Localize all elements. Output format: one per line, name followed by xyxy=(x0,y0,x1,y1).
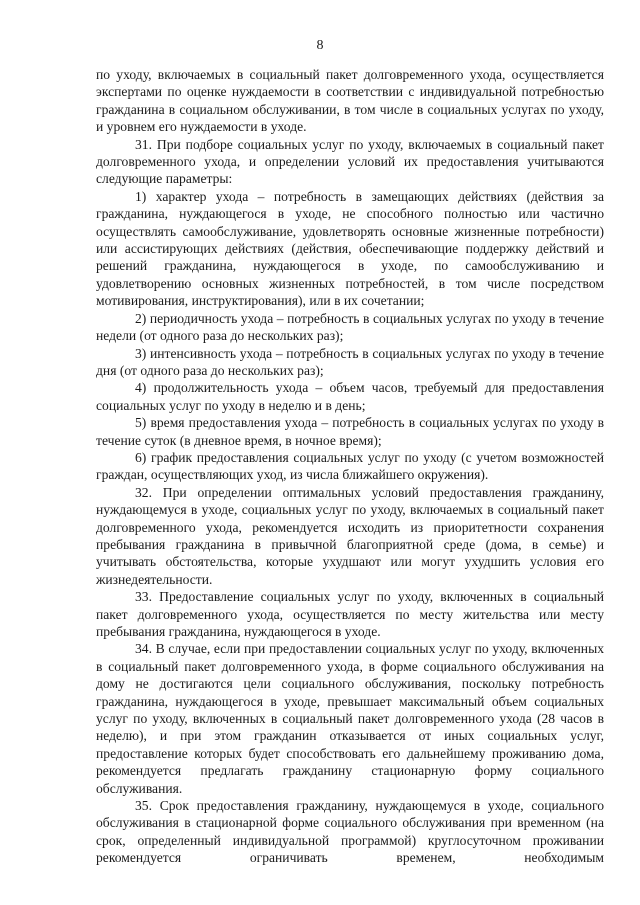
paragraph-continuation: по уходу, включаемых в социальный пакет долговременного ухода, осуществляется экспертами по оценке нуждаемости в соответствии с индивидуальной потребностью гражданина в социальном обслуживании, в том числе в социальных услугах по уходу, и уровнем его нуждаемости в уходе. xyxy=(96,67,604,135)
paragraph-31-item-4: 4) продолжительность ухода – объем часов, требуемый для предоставления социальных услуг по уходу в неделю и в день; xyxy=(96,380,604,413)
paragraph-31-item-2: 2) периодичность ухода – потребность в социальных услугах по уходу в течение недели (от одного раза до нескольких раз); xyxy=(96,310,604,344)
document-body xyxy=(96,66,604,867)
paragraph-31: 31. При подборе социальных услуг по уходу, включаемых в социальный пакет долговременного ухода, и определении условий их предоставления учитываются следующие параметры: xyxy=(96,136,604,187)
paragraph-32: 32. При определении оптимальных условий предоставления гражданину, нуждающемуся в уходе, социальных услуг по уходу, включаемых в социальный пакет долговременного ухода, рекомендуется исходить из приоритетности сохранения пребывания гражданина в привычной благоприятной среде (дома, в семье) и учитывать обстоятельства, которые ухудшают или могут ухудшить условия его жизнедеятельности. xyxy=(96,484,604,587)
paragraph-34: 34. В случае, если при предоставлении социальных услуг по уходу, включенных в социальный пакет долговременного ухода, в форме социального обслуживания на дому не достигаются цели социального обслуживания, поскольку потребность гражданина, нуждающегося в уходе, превышает максимальный объем социальных услуг по уходу, включенных в социальный пакет долговременного ухода (28 часов в неделю), и при этом гражданин отказывается от иных социальных услуг, предоставление которых будет способствовать его дальнейшему проживанию дома, рекомендуется предлагать гражданину стационарную форму социального обслуживания. xyxy=(96,641,604,796)
paragraph-31-item-5: 5) время предоставления ухода – потребность в социальных услугах по уходу в течение суток (в дневное время, в ночное время); xyxy=(96,415,604,448)
paragraph-31-item-1: 1) характер ухода – потребность в замещающих действиях (действия за гражданина, нуждающегося в уходе, не способного полностью или частично осуществлять самообслуживание, удовлетворять основные жизненные потребности) или ассистирующих действиях (действия, обеспечивающие поддержку действий и решений гражданина, нуждающегося в уходе, по самообслуживанию и удовлетворению основных жизненных потребностей, в том числе посредством мотивирования, инструктирования), или в их сочетании; xyxy=(96,188,604,309)
page-number: 8 xyxy=(316,38,324,53)
paragraph-31-item-6: 6) график предоставления социальных услуг по уходу (с учетом возможностей граждан, осуществляющих уход, из числа ближайшего окружения). xyxy=(96,449,604,483)
paragraph-31-item-3: 3) интенсивность ухода – потребность в социальных услугах по уходу в течение дня (от одного раза до нескольких раз); xyxy=(96,345,604,378)
paragraph-35: 35. Срок предоставления гражданину, нуждающемуся в уходе, социального обслуживания в стационарной форме социального обслуживания при временном (на срок, определенный индивидуальной программой) круглосуточном проживании рекомендуется ограничивать временем, необходимым xyxy=(96,798,604,866)
paragraph-33: 33. Предоставление социальных услуг по уходу, включенных в социальный пакет долговременного ухода, осуществляется по месту жительства или месту пребывания гражданина, нуждающегося в уходе. xyxy=(96,589,604,639)
